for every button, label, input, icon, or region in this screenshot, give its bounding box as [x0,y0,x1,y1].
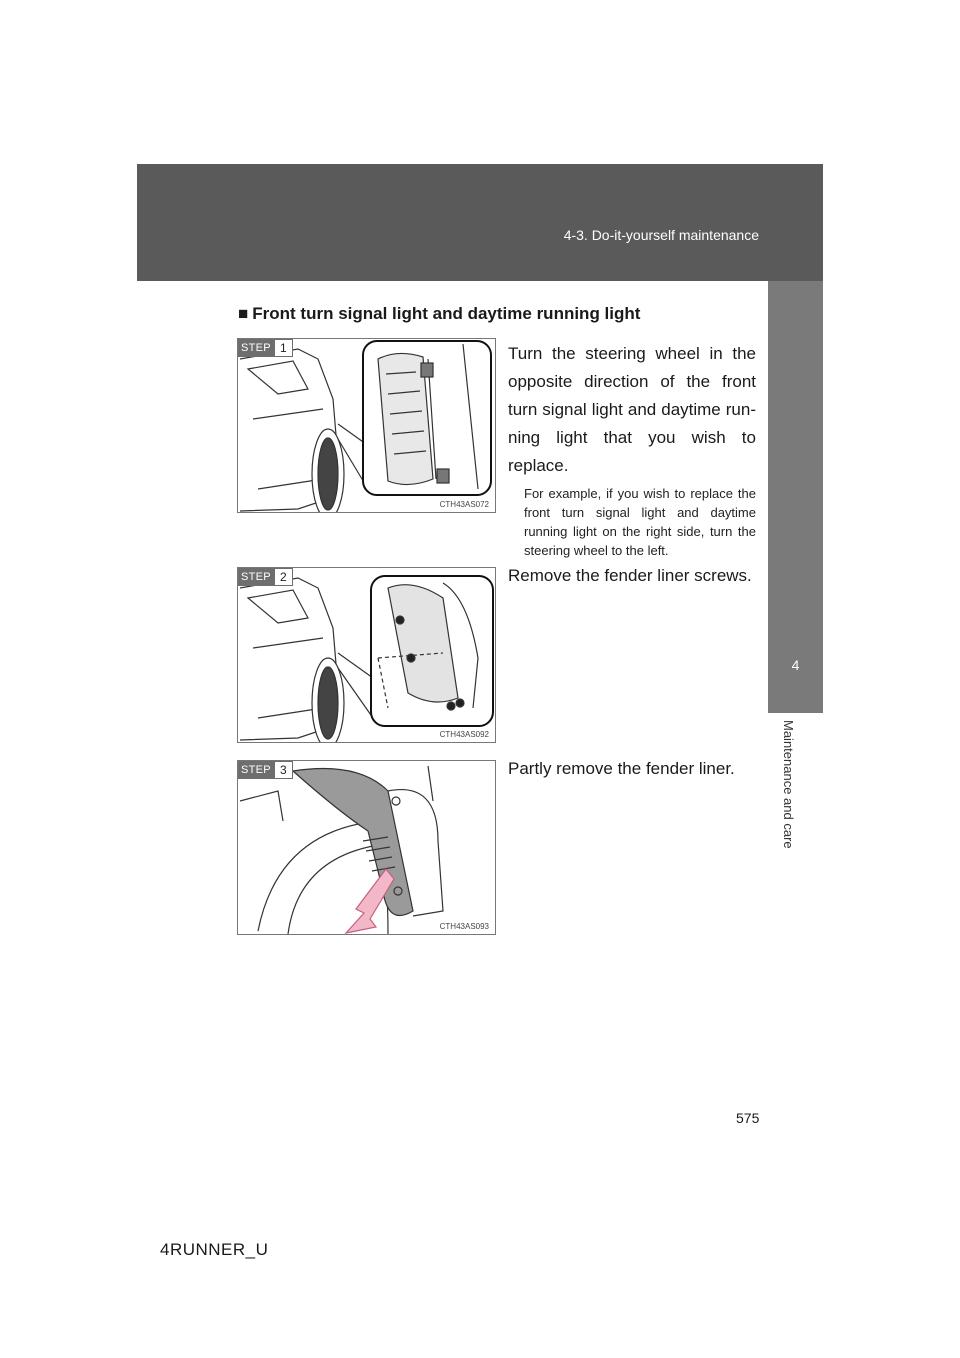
step-1-figure [237,338,496,513]
step-3-figure [237,760,496,935]
side-tab-label-wrap [768,720,823,870]
step-3-text: Partly remove the fender liner. [508,759,735,778]
step-3-figure-code: CTH43AS093 [439,922,489,931]
footer-code: 4RUNNER_U [160,1240,269,1259]
step-1-figure-code: CTH43AS072 [439,500,489,509]
section-marker: ■ [238,304,249,323]
step-3-badge [238,761,293,779]
liner-removal-illustration [238,761,495,934]
header-band [137,164,823,281]
section-title [238,304,640,324]
step-1-badge [238,339,293,357]
section-title-text: Front turn signal light and daytime running light [252,304,641,323]
step-2-figure [237,567,496,743]
step-2-badge [238,568,293,586]
step-3-badge-number: 3 [274,761,293,779]
fender-liner-illustration [238,339,495,512]
side-tab [768,281,823,713]
side-tab-number: 4 [791,657,800,673]
side-tab-label: Maintenance and care [780,720,796,849]
step-2-figure-code: CTH43AS092 [439,730,489,739]
header-section-title: 4-3. Do-it-yourself maintenance [563,227,759,243]
step-2-badge-number: 2 [274,568,293,586]
step-2-text: Remove the fender liner screws. [508,566,752,585]
step-3-badge-label: STEP [238,761,274,779]
step-1-badge-label: STEP [238,339,274,357]
step-1-badge-number: 1 [274,339,293,357]
step-1-text: Turn the steering wheel in the opposite direction of the front turn signal light and daytime run-ning light that you wish to replace. [508,344,756,475]
step-2-badge-label: STEP [238,568,274,586]
fender-screws-illustration [238,568,495,742]
page-number: 575 [736,1110,760,1126]
step-1-note: For example, if you wish to replace the front turn signal light and daytime running light on the right side, turn the steering wheel to the left. [524,486,756,558]
